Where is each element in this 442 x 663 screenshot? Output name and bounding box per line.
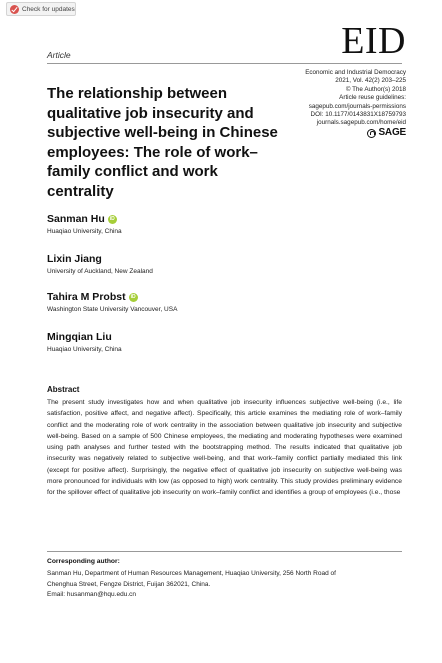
author-block — [47, 331, 122, 353]
corresponding-author-details — [47, 569, 402, 601]
abstract-body: The present study investigates how and when qualitative job insecurity influences subjective well-being (i.e., life satisfaction, positive affect, and negative affect). Specifically, this article examines the mediating role of work–family conflict and the moderating role of work centrality in the association between qualitative job insecurity and subjective well-being. Based on a sample of 500 Chinese employees, the mediating and moderating hypotheses were examined using path analyses and further tested with the bootstrapping method. The results indicated that qualitative job insecurity was negatively related to subjective well-being, and that work–family conflict partially mediated this link (except for positive affect). Surprisingly, the negative effect of qualitative job insecurity on subjective well-being was more pronounced for individuals with low (as opposed to high) work centrality. This study provides preliminary evidence for the spillover effect of qualitative job insecurity on work–family conflict and identifies a group of employees (i.e., those — [47, 399, 402, 497]
permissions-link[interactable]: sagepub.com/journals-permissions — [308, 102, 406, 110]
author-block — [47, 291, 177, 313]
check-updates-icon — [10, 5, 19, 14]
journal-logo: EID — [341, 20, 406, 62]
journal-name: Economic and Industrial Democracy — [305, 69, 406, 76]
orcid-icon[interactable]: iD — [109, 216, 115, 222]
corresponding-address-line: Sanman Hu, Department of Human Resources Management, Huaqiao University, 256 North Road of — [47, 570, 336, 577]
publisher-name: SAGE — [378, 127, 406, 139]
header-divider — [47, 63, 402, 64]
copyright-line: © The Author(s) 2018 — [345, 85, 406, 93]
author-affiliation: Washington State University Vancouver, USA — [47, 306, 178, 313]
author-name: Sanman Hu — [47, 213, 105, 225]
abstract-heading: Abstract — [47, 385, 80, 394]
corresponding-email[interactable]: Email: husanman@hqu.edu.cn — [47, 591, 136, 598]
author-name: Tahira M Probst — [47, 291, 126, 303]
orcid-icon[interactable]: iD — [130, 294, 136, 300]
doi-line[interactable]: DOI: 10.1177/0143831X18759793 — [310, 111, 406, 119]
article-type-label: Article — [47, 50, 71, 60]
article-title: The relationship between qualitative job insecurity and subjective well-being in Chinese employees: The role of work–family conflict and work centrality — [47, 85, 278, 200]
journal-homepage-link[interactable]: journals.sagepub.com/home/eid — [316, 119, 406, 127]
reuse-guidelines-label: Article reuse guidelines: — [339, 94, 406, 102]
footer-divider — [47, 551, 402, 552]
author-affiliation: Huaqiao University, China — [47, 346, 122, 353]
author-affiliation: Huaqiao University, China — [47, 228, 122, 235]
sage-icon — [367, 129, 376, 138]
author-affiliation: University of Auckland, New Zealand — [47, 268, 153, 275]
author-block — [47, 253, 153, 275]
corresponding-address-line: Chenghua Street, Fengze District, Fuijan 362021, China. — [47, 580, 211, 588]
publication-metadata — [266, 69, 406, 138]
author-name: Mingqian Liu — [47, 331, 112, 343]
citation-line: 2021, Vol. 42(2) 203–225 — [335, 77, 406, 85]
check-for-updates-badge[interactable] — [6, 2, 76, 16]
corresponding-author-heading: Corresponding author: — [47, 558, 120, 565]
author-block — [47, 213, 122, 235]
publisher-logo — [266, 129, 406, 138]
check-updates-label: Check for updates — [22, 5, 75, 13]
author-name: Lixin Jiang — [47, 253, 102, 265]
